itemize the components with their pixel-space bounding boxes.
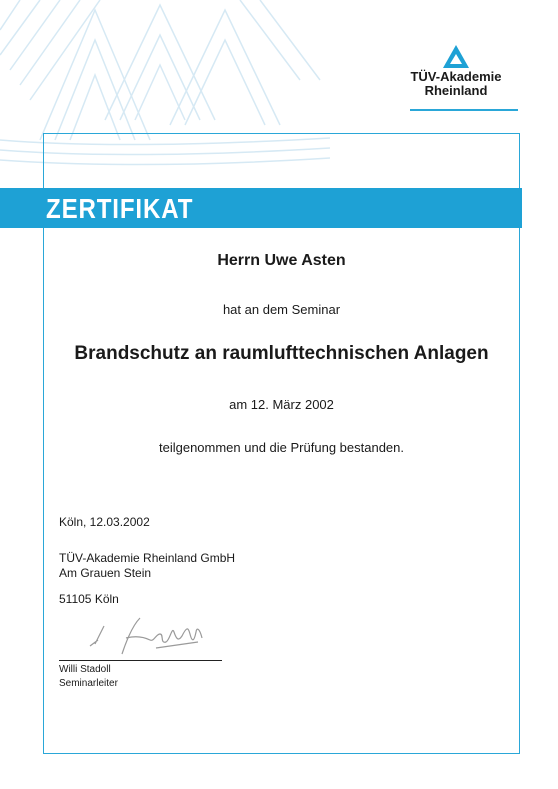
brand-logo [396, 44, 516, 98]
issuer-street: Am Grauen Stein [59, 566, 152, 580]
brand-name-line2: Rheinland [424, 83, 488, 98]
title-banner [0, 188, 522, 228]
exam-result: teilgenommen und die Prüfung bestanden. [158, 440, 404, 455]
brand-underline [410, 109, 518, 111]
handwritten-signature [60, 612, 220, 660]
issuer-org-name: TÜV-Akademie Rheinland GmbH [59, 551, 236, 565]
signature-line [59, 660, 222, 661]
signatory-name: Willi Stadoll [59, 664, 111, 675]
certificate-title: ZERTIFIKAT [46, 193, 194, 224]
signatory-role: Seminarleiter [59, 678, 118, 689]
recipient-name: Herrn Uwe Asten [217, 252, 346, 269]
seminar-date: am 12. März 2002 [229, 397, 334, 412]
seminar-intro: hat an dem Seminar [222, 302, 341, 317]
seminar-title: Brandschutz an raumlufttechnischen Anlagen [74, 343, 489, 364]
issuer-postal-city: 51105 Köln [59, 592, 119, 606]
tuv-triangle-icon [442, 44, 470, 70]
issue-place-date: Köln, 12.03.2002 [59, 515, 150, 529]
brand-name-line1: TÜV-Akademie [410, 69, 502, 84]
